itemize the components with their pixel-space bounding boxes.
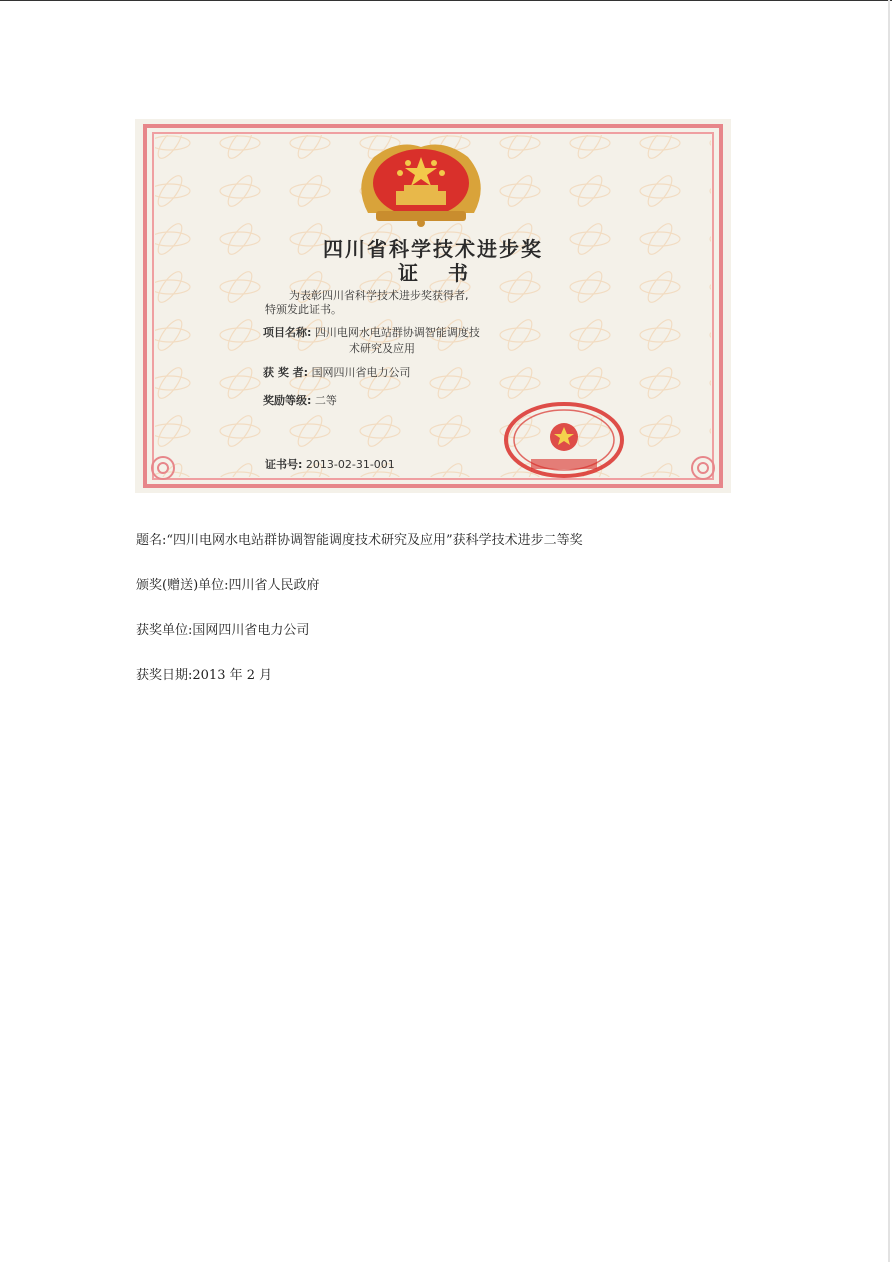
- certificate-intro-line1: 为表彰四川省科学技术进步奖获得者,: [289, 289, 469, 302]
- certificate-image: [135, 119, 731, 493]
- certificate-project-row: [263, 324, 480, 340]
- caption-date: 获奖日期:2013 年 2 月: [136, 668, 273, 683]
- page-top-rule: [0, 0, 892, 1]
- certificate-winner-label: 获 奖 者:: [263, 366, 309, 379]
- caption-title: 题名:“四川电网水电站群协调智能调度技术研究及应用”获科学技术进步二等奖: [136, 533, 583, 548]
- certificate-subtitle: 证书: [398, 261, 498, 285]
- page-right-edge: [888, 0, 890, 1262]
- certificate-winner-row: [263, 364, 411, 380]
- certificate-title: 四川省科学技术进步奖: [323, 237, 543, 261]
- certificate-grade-label: 奖励等级:: [263, 394, 312, 407]
- certificate-project-value: 四川电网水电站群协调智能调度技: [314, 326, 480, 339]
- certificate-winner-value: 国网四川省电力公司: [311, 366, 411, 379]
- certificate-intro-line2: 特颁发此证书。: [265, 303, 342, 316]
- corner-ornament-icon: [145, 453, 181, 483]
- certificate-grade-value: 二等: [314, 394, 337, 407]
- caption-issuer: 颁奖(赠送)单位:四川省人民政府: [136, 578, 320, 593]
- certificate-number-row: [265, 456, 395, 472]
- government-seal-icon: [501, 401, 627, 479]
- certificate-number-value: 2013-02-31-001: [305, 458, 395, 471]
- certificate-number-label: 证书号:: [265, 458, 303, 471]
- certificate-grade-row: [263, 392, 337, 408]
- certificate-project-label: 项目名称:: [263, 326, 312, 339]
- corner-ornament-icon: [685, 453, 721, 483]
- certificate-project-line2: 术研究及应用: [349, 342, 415, 355]
- caption-recipient: 获奖单位:国网四川省电力公司: [136, 623, 310, 638]
- national-emblem-icon: [348, 143, 494, 227]
